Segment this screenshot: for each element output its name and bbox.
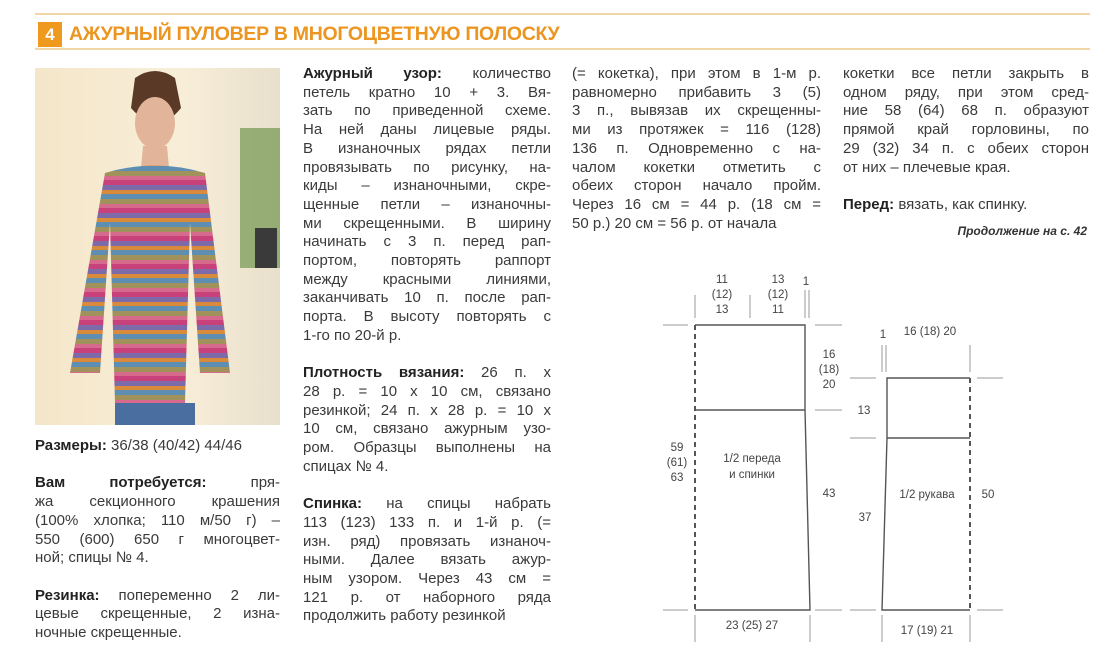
paragraph	[303, 65, 551, 346]
line-text: ми скрещенными. В ширину	[303, 214, 551, 232]
line-text: резинкой; 24 п. х 28 р. = 10 х	[303, 401, 551, 419]
text-line	[843, 102, 1089, 121]
body-dimension-lines	[663, 290, 842, 642]
text-line	[843, 140, 1089, 159]
line-text: ным узором. Через 43 см =	[303, 569, 551, 587]
paragraph	[843, 65, 1089, 177]
paragraph	[35, 437, 280, 456]
text-line	[35, 437, 280, 456]
line-text: 1-го по 20-й р.	[303, 326, 402, 344]
text-line	[303, 140, 551, 159]
paragraph	[572, 65, 821, 233]
text-line	[35, 512, 280, 531]
sleeve-left-lower: 37	[858, 512, 872, 524]
line-text: 550 (600) 650 г многоцвет-	[35, 530, 280, 548]
line-text: цевые скрещенные, 2 изна-	[35, 605, 280, 623]
sleeve-label: 1/2 рукава	[899, 489, 955, 501]
body-right-upper-2: (18)	[818, 364, 840, 376]
text-line	[572, 215, 821, 234]
body-left-3: 63	[670, 472, 684, 484]
text-line	[303, 402, 551, 421]
text-line	[572, 121, 821, 140]
line-text: от них – плечевые края.	[843, 158, 1011, 176]
text-line	[303, 102, 551, 121]
page-title: АЖУРНЫЙ ПУЛОВЕР В МНОГОЦВЕТНУЮ ПОЛОСКУ	[69, 23, 560, 45]
line-text: жа секционного крашения	[35, 493, 280, 511]
header-top-rule	[35, 13, 1090, 15]
line-text: обеих сторон начало пройм.	[572, 177, 821, 195]
paragraph-label: Резинка:	[35, 586, 100, 604]
paragraph-label: Вам потребуется:	[35, 474, 207, 492]
line-text: равномерно прибавить 3 (5)	[572, 83, 821, 101]
line-text: ром. Образцы выполнены на	[303, 439, 551, 457]
line-text: щенные петли – изнаночны-	[303, 195, 551, 213]
body-piece-outline	[695, 325, 810, 610]
line-text: спицах № 4.	[303, 457, 389, 475]
paragraph-label: Спинка:	[303, 495, 363, 513]
line-text: кокетки все петли закрыть в	[843, 65, 1089, 82]
sleeve-top-left: 1	[879, 329, 887, 341]
text-line	[35, 549, 280, 568]
line-text: вязать, как спинку.	[894, 195, 1028, 213]
sleeve-right: 50	[981, 489, 995, 501]
text-line	[843, 196, 1089, 215]
text-line	[572, 159, 821, 178]
paragraph-label: Плотность вязания:	[303, 364, 465, 382]
line-text: 10 см, связано ажурным узо-	[303, 420, 551, 438]
text-line	[303, 196, 551, 215]
paragraph	[843, 196, 1089, 215]
sleeve-dimension-lines	[850, 345, 1003, 642]
line-text: порта. В высоту повторять с	[303, 308, 551, 326]
text-line	[303, 252, 551, 271]
line-text: ночные скрещенные.	[35, 624, 182, 641]
text-line	[572, 84, 821, 103]
text-line	[303, 233, 551, 252]
text-line	[303, 607, 551, 626]
text-line	[572, 140, 821, 159]
line-text: зать по приведенной схеме.	[303, 102, 551, 120]
line-text: 136 п. Одновременно с на-	[572, 139, 821, 157]
line-text: 113 (123) 133 п. и 1-й р. (=	[303, 513, 551, 531]
text-line	[303, 420, 551, 439]
text-line	[35, 493, 280, 512]
text-line	[843, 84, 1089, 103]
text-line	[303, 570, 551, 589]
line-text: На ней даны лицевые ряды.	[303, 121, 551, 139]
paragraph	[303, 364, 551, 476]
body-top-mid-2: (12)	[767, 289, 789, 301]
paragraph	[35, 474, 280, 568]
line-text: В изнаночных рядах петли	[303, 139, 551, 157]
text-line	[843, 65, 1089, 84]
column-2	[303, 65, 551, 645]
line-text: на спицы набрать	[362, 495, 551, 513]
body-top-left-3: 13	[715, 304, 729, 316]
line-text: портом, повторять раппорт	[303, 252, 551, 270]
line-text: провязывать по рисунку, на-	[303, 158, 551, 176]
header-bottom-rule	[35, 48, 1090, 50]
body-right-upper-3: 20	[822, 379, 836, 391]
line-text: продолжить работу резинкой	[303, 607, 506, 625]
column-3	[572, 65, 821, 252]
line-text: 29 (32) 34 п. с обеих сторон	[843, 139, 1089, 157]
text-line	[303, 308, 551, 327]
column-4	[843, 65, 1089, 233]
text-line	[303, 159, 551, 178]
sleeve-bottom: 17 (19) 21	[900, 625, 954, 637]
body-top-right: 1	[802, 276, 810, 288]
line-text: 3 п., вывязав их скрещенны-	[572, 102, 821, 120]
text-line	[303, 495, 551, 514]
line-text: киды – изнаночными, скре-	[303, 177, 551, 195]
text-line	[35, 531, 280, 550]
text-line	[303, 271, 551, 290]
sleeve-left-upper: 13	[857, 405, 871, 417]
text-line	[35, 587, 280, 606]
text-line	[303, 364, 551, 383]
body-right-lower: 43	[822, 488, 836, 500]
line-text: 26 п. х	[464, 364, 551, 382]
paragraph-label: Перед:	[843, 195, 895, 213]
text-line	[572, 65, 821, 84]
text-line	[35, 474, 280, 493]
body-label-1: 1/2 переда	[723, 453, 781, 465]
body-left-2: (61)	[666, 457, 688, 469]
paragraph-label: Размеры:	[35, 437, 107, 454]
continuation-note: Продолжение на с. 42	[957, 224, 1087, 238]
text-line	[303, 65, 551, 84]
body-bottom: 23 (25) 27	[725, 620, 779, 632]
text-line	[303, 383, 551, 402]
text-line	[303, 551, 551, 570]
sweater-photo	[35, 68, 280, 425]
line-text: 50 р.) 20 см = 56 р. от начала	[572, 214, 777, 232]
line-text: изн. ряд) провязать изнаноч-	[303, 532, 551, 550]
text-line	[35, 624, 280, 643]
sleeve-top: 16 (18) 20	[903, 326, 957, 338]
line-text: 28 р. = 10 х 10 см, связано	[303, 382, 551, 400]
line-text: ной; спицы № 4.	[35, 549, 149, 567]
paragraph	[303, 495, 551, 626]
line-text: 121 р. от наборного ряда	[303, 588, 551, 606]
line-text: между красными линиями,	[303, 270, 551, 288]
line-text: 36/38 (40/42) 44/46	[106, 437, 242, 454]
line-text: количество	[441, 65, 551, 82]
text-line	[303, 514, 551, 533]
body-right-upper-1: 16	[822, 349, 836, 361]
line-text: чалом кокетки отметить с	[572, 158, 821, 176]
text-line	[572, 196, 821, 215]
line-text: одном ряду, при этом сред-	[843, 83, 1089, 101]
text-line	[843, 159, 1089, 178]
body-label-2: и спинки	[729, 469, 775, 481]
text-line	[843, 121, 1089, 140]
body-top-left-2: (12)	[711, 289, 733, 301]
line-text: ние 58 (64) 68 п. образуют	[843, 102, 1089, 120]
line-text: ми из протяжек = 116 (128)	[572, 121, 821, 139]
line-text: Через 16 см = 44 р. (18 см =	[572, 195, 821, 213]
column-1	[35, 437, 280, 661]
text-line	[303, 215, 551, 234]
line-text: (100% хлопка; 110 м/50 г) –	[35, 511, 280, 529]
text-line	[303, 327, 551, 346]
body-top-mid-1: 13	[771, 274, 785, 286]
text-line	[303, 121, 551, 140]
pattern-number-badge: 4	[38, 22, 62, 47]
text-line	[303, 589, 551, 608]
body-left-1: 59	[670, 442, 684, 454]
sleeve-piece-outline	[882, 378, 970, 610]
text-line	[303, 439, 551, 458]
line-text: прямой край горловины, по	[843, 121, 1089, 139]
line-text: (= кокетка), при этом в 1-м р.	[572, 65, 821, 82]
body-top-left-1: 11	[716, 274, 728, 286]
line-text: начинать с 3 п. перед рап-	[303, 233, 551, 251]
line-text: заканчивать 10 п. после рап-	[303, 289, 551, 307]
text-line	[572, 177, 821, 196]
line-text: попеременно 2 ли-	[99, 586, 280, 604]
text-line	[35, 605, 280, 624]
paragraph	[35, 587, 280, 643]
text-line	[303, 289, 551, 308]
line-text: ными. Далее вязать ажур-	[303, 551, 551, 569]
line-text: петель кратно 10 + 3. Вя-	[303, 83, 551, 101]
text-line	[572, 102, 821, 121]
body-top-mid-3: 11	[772, 304, 784, 316]
text-line	[303, 84, 551, 103]
paragraph-label: Ажурный узор:	[303, 65, 442, 82]
text-line	[303, 458, 551, 477]
line-text: пря-	[206, 474, 280, 492]
text-line	[303, 533, 551, 552]
text-line	[303, 177, 551, 196]
